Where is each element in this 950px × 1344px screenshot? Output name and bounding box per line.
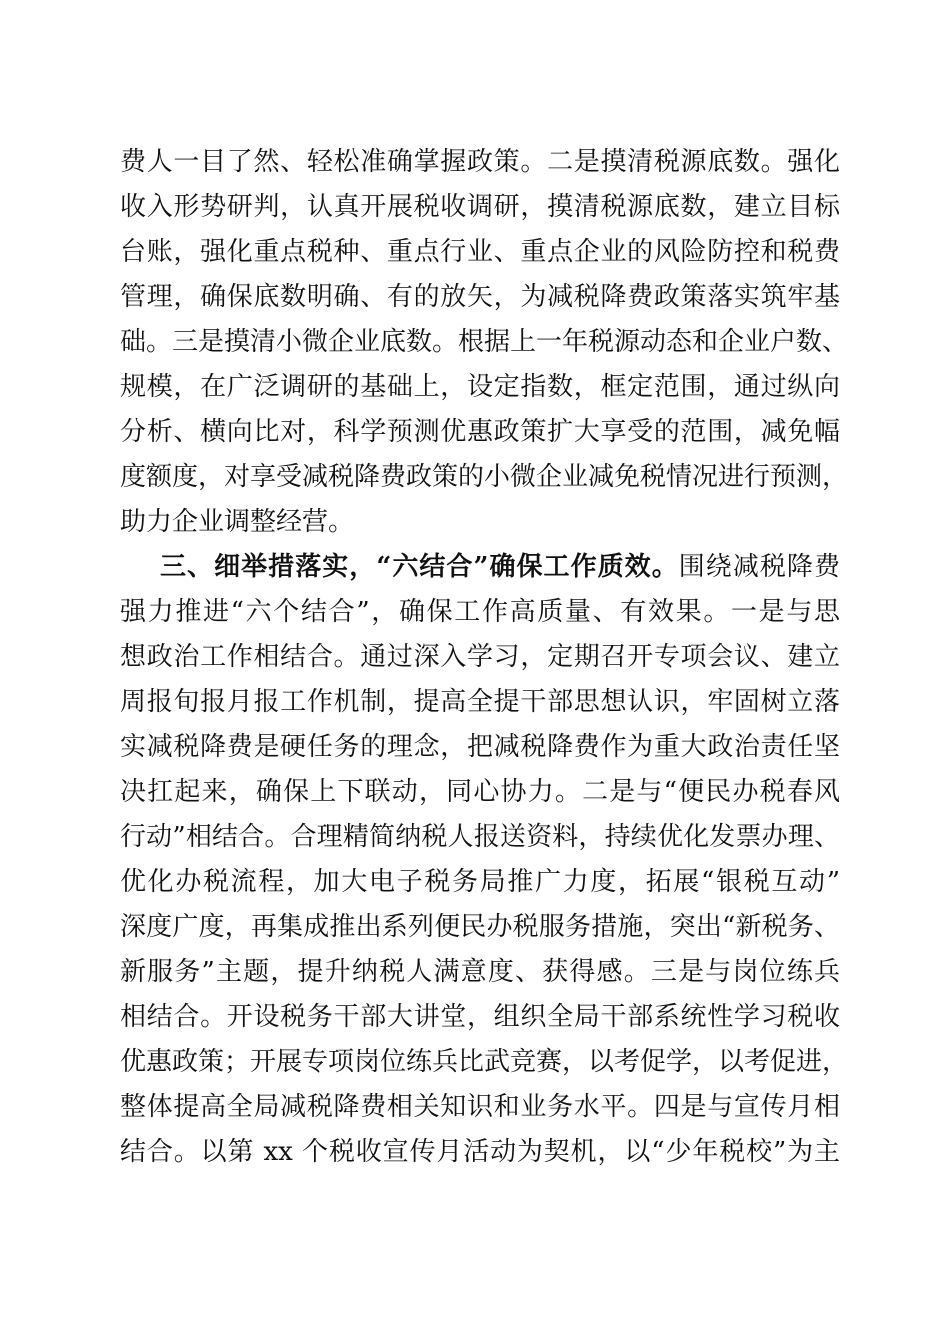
text-line: 新服务”主题，提升纳税人满意度、获得感。三是与岗位练兵 [120,957,840,987]
text-line: 收入形势研判，认真开展税收调研，摸清税源底数，建立目标 [120,192,840,222]
text-line: 础。三是摸清小微企业底数。根据上一年税源动态和企业户数、 [120,327,849,357]
text-line: 优惠政策；开展专项岗位练兵比武竞赛，以考促学，以考促进， [120,1047,849,1077]
text-line: 分析、横向比对，科学预测优惠政策扩大享受的范围，减免幅 [120,417,840,447]
text-line: 整体提高全局减税降费相关知识和业务水平。四是与宣传月相 [120,1092,840,1122]
text-line: 规模，在广泛调研的基础上，设定指数，框定范围，通过纵向 [120,372,840,402]
section-three-paragraph [120,545,849,1175]
text-line: 决扛起来，确保上下联动，同心协力。二是与“便民办税春风 [120,777,840,807]
text-line: 相结合。开设税务干部大讲堂，组织全局干部系统性学习税收 [120,1002,840,1032]
section-heading-line [120,545,840,590]
text-line: 助力企业调整经营。 [120,507,355,537]
text-line: 行动”相结合。合理精简纳税人报送资料，持续优化发票办理、 [120,822,840,852]
heading-line-text: 围绕减税降费 [678,552,840,582]
text-line: 台账，强化重点税种、重点行业、重点企业的风险防控和税费 [120,237,840,267]
section-heading: 三、细举措落实，“六结合”确保工作质效。 [160,552,679,582]
text-line: 优化办税流程，加大电子税务局推广力度，拓展“银税互动” [120,867,840,897]
text-line: 实减税降费是硬任务的理念，把减税降费作为重大政治责任坚 [120,732,840,762]
text-line: 深度广度，再集成推出系列便民办税服务措施，突出“新税务、 [120,912,840,942]
text-line: 想政治工作相结合。通过深入学习，定期召开专项会议、建立 [120,642,840,672]
text-line: 周报旬报月报工作机制，提高全提干部思想认识，牢固树立落 [120,687,840,717]
text-line: 度额度，对享受减税降费政策的小微企业减免税情况进行预测， [120,462,849,492]
document-body [120,140,849,1175]
text-line: 结合。以第 xx 个税收宣传月活动为契机，以“少年税校”为主 [120,1137,840,1167]
text-line: 费人一目了然、轻松准确掌握政策。二是摸清税源底数。强化 [120,147,840,177]
text-line: 管理，确保底数明确、有的放矢，为减税降费政策落实筑牢基 [120,282,840,312]
paragraph-continued [120,140,849,545]
text-line: 强力推进“六个结合”，确保工作高质量、有效果。一是与思 [120,597,840,627]
